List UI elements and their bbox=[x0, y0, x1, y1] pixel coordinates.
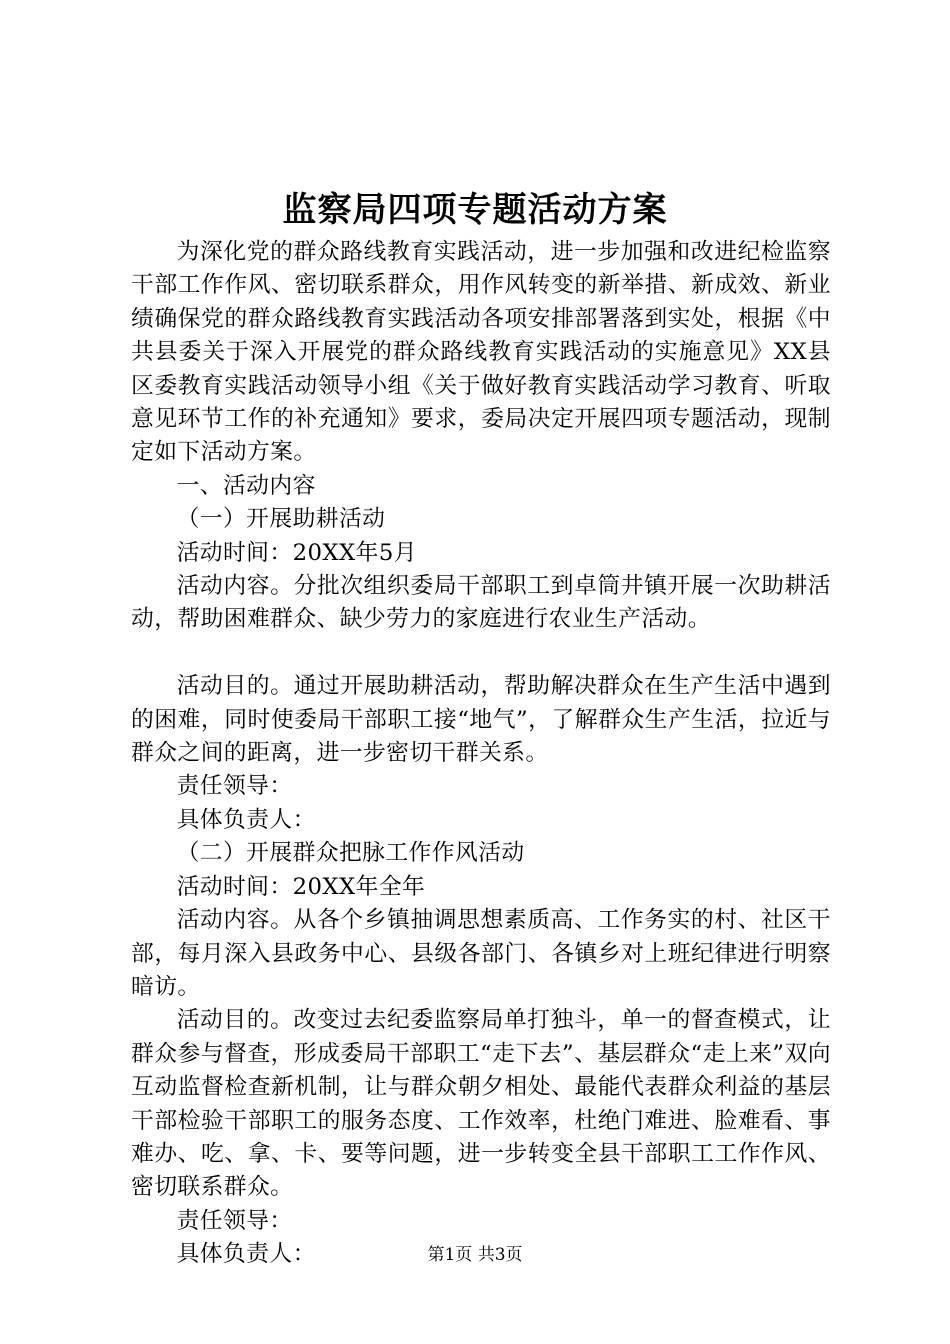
paragraph-responsible-leader-2: 责任领导： bbox=[176, 1207, 293, 1234]
paragraph-person-in-charge-2: 具体负责人： bbox=[176, 1241, 316, 1268]
section-heading-activity-content: 一、活动内容 bbox=[176, 472, 316, 499]
page-footer: 第1页 共3页 bbox=[427, 1245, 523, 1265]
subsection-heading-work-style: （二）开展群众把脉工作作风活动 bbox=[176, 840, 525, 867]
paragraph-activity-time-1: 活动时间：20XX年5月 bbox=[176, 539, 417, 566]
subsection-heading-farming-help: （一）开展助耕活动 bbox=[176, 506, 386, 533]
paragraph-activity-content-2: 活动内容。从各个乡镇抽调思想素质高、工作务实的村、社区干部，每月深入县政务中心、县级各部门、各镇乡对上班纪律进行明察暗访。 bbox=[131, 907, 831, 1000]
paragraph-activity-content-1: 活动内容。分批次组织委局干部职工到卓筒井镇开展一次助耕活动，帮助困难群众、缺少劳力的家庭进行农业生产活动。 bbox=[131, 573, 831, 633]
paragraph-activity-purpose-1: 活动目的。通过开展助耕活动，帮助解决群众在生产生活中遇到的困难，同时使委局干部职工接“地气”，了解群众生产生活，拉近与群众之间的距离，进一步密切干群关系。 bbox=[131, 673, 831, 767]
paragraph-activity-purpose-2: 活动目的。改变过去纪委监察局单打独斗，单一的督查模式，让群众参与督查，形成委局干部职工“走下去”、基层群众“走上来”双向互动监督检查新机制，让与群众朝夕相处、最能代表群众利益的基层干部检验干部职工的服务态度、工作效率，杜绝门难进、脸难看、事难办、吃、拿、卡、要等问题，进一步转变全县干部职工工作作风、密切联系群众。 bbox=[131, 1007, 831, 1201]
paragraph-intro: 为深化党的群众路线教育实践活动，进一步加强和改进纪检监察干部工作作风、密切联系群众，用作风转变的新举措、新成效、新业绩确保党的群众路线教育实践活动各项安排部署落到实处，根据《中共县委关于深入开展党的群众路线教育实践活动的实施意见》XX县区委教育实践活动领导小组《关于做好教育实践活动学习教育、听取意见环节工作的补充通知》要求，委局决定开展四项专题活动，现制定如下活动方案。 bbox=[131, 239, 831, 466]
paragraph-responsible-leader-1: 责任领导： bbox=[176, 773, 293, 800]
paragraph-activity-time-2: 活动时间：20XX年全年 bbox=[176, 873, 426, 900]
blank-line bbox=[131, 637, 831, 670]
document-body bbox=[131, 236, 831, 1272]
paragraph-person-in-charge-1: 具体负责人： bbox=[176, 806, 316, 833]
document-title: 监察局四项专题活动方案 bbox=[282, 190, 668, 230]
